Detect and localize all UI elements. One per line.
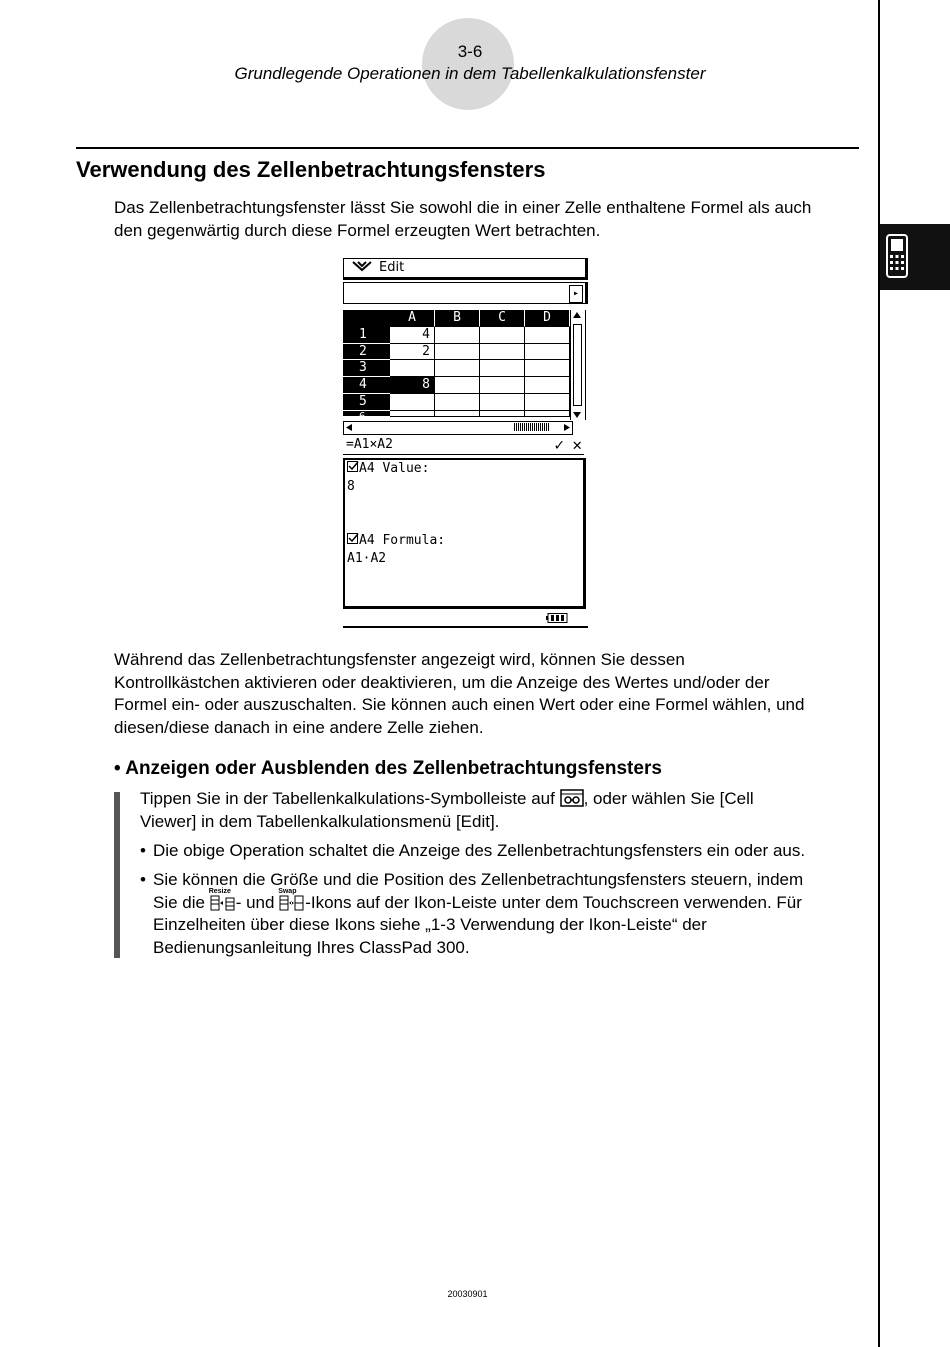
column-header-c[interactable]: C: [480, 310, 525, 327]
note-2-line-3: Einzelheiten über diese Ikons siehe „1-3 Verwendung der Ikon-Leiste“ der: [153, 915, 707, 934]
checkbox-checked-icon[interactable]: [347, 461, 359, 473]
cell-d1[interactable]: [525, 327, 570, 344]
table-row: [343, 394, 586, 411]
table-row: [343, 344, 586, 361]
cell-c1[interactable]: [480, 327, 525, 344]
instruction-text: [140, 788, 840, 833]
explanation-line-2: Kontrollkästchen aktivieren oder deaktivieren, um die Anzeige des Wertes und/oder der: [114, 672, 770, 692]
cell-b3[interactable]: [435, 360, 480, 377]
status-bar: [343, 610, 588, 628]
table-row: [343, 377, 586, 394]
note-2-line-4: Bedienungsanleitung Ihres ClassPad 300.: [153, 937, 470, 957]
note-2-part-2c: -Ikons auf der Ikon-Leiste unter dem Touchscreen verwenden. Für: [305, 892, 802, 912]
cell-b1[interactable]: [435, 327, 480, 344]
checkbox-checked-icon[interactable]: [347, 533, 359, 545]
intro-line-2: den gegenwärtig durch diese Formel erzeugten Wert betrachten.: [114, 220, 601, 240]
scroll-up-icon[interactable]: [572, 311, 582, 319]
note-2-part-2a: Sie die: [153, 892, 210, 912]
cell-c5[interactable]: [480, 394, 525, 411]
cell-d5[interactable]: [525, 394, 570, 411]
explanation-line-1: Während das Zellenbetrachtungsfenster angezeigt wird, können Sie dessen: [114, 650, 685, 669]
vertical-scrollbar[interactable]: [570, 310, 586, 420]
calculator-icon: [886, 234, 908, 278]
cell-d3[interactable]: [525, 360, 570, 377]
value-checkbox-row[interactable]: [347, 460, 429, 478]
column-header-row: [343, 310, 586, 327]
viewer-value[interactable]: 8: [347, 479, 355, 494]
vertical-scroll-thumb[interactable]: [573, 324, 582, 406]
entry-scroll-right-icon[interactable]: ▸: [569, 285, 583, 303]
intro-line-1: Das Zellenbetrachtungsfenster lässt Sie sowohl die in einer Zelle enthaltene Formel als auch: [114, 198, 812, 217]
explanation-line-4: diesen/diese danach in eine andere Zelle ziehen.: [114, 717, 484, 737]
scroll-down-icon[interactable]: [572, 411, 582, 419]
chapter-tab: [880, 224, 950, 290]
entry-line[interactable]: [343, 282, 588, 304]
note-1-text: Die obige Operation schaltet die Anzeige des Zellenbetrachtungsfensters ein oder aus.: [153, 841, 806, 860]
cancel-x-icon[interactable]: ✕: [572, 435, 582, 454]
menu-edit[interactable]: Edit: [379, 260, 405, 275]
row-header[interactable]: 2: [343, 344, 390, 361]
corner-cell[interactable]: [343, 310, 390, 327]
section-title: Verwendung des Zellenbetrachtungsfensters: [76, 157, 546, 182]
column-header-b[interactable]: B: [435, 310, 480, 327]
note-bullet: •: [140, 870, 146, 889]
note-bullet: •: [140, 841, 146, 860]
cell-c6[interactable]: [480, 411, 525, 417]
cell-viewer-window: [343, 458, 586, 609]
page-edge-rule: [878, 0, 880, 1347]
column-header-d[interactable]: D: [525, 310, 570, 327]
cell-d6[interactable]: [525, 411, 570, 417]
cell-b2[interactable]: [435, 344, 480, 361]
viewer-formula[interactable]: A1·A2: [347, 551, 387, 566]
swap-icon-group: [278, 887, 305, 915]
swap-caption: Swap: [278, 887, 297, 895]
page-subtitle: Grundlegende Operationen in dem Tabellenkalkulationsfenster: [234, 64, 706, 83]
note-2-part-2b: - und: [235, 892, 280, 912]
section-rule: [76, 147, 859, 149]
cell-a1[interactable]: 4: [390, 327, 435, 344]
table-row: [343, 409, 586, 423]
cell-d4[interactable]: [525, 377, 570, 394]
value-label: A4 Value:: [359, 461, 430, 476]
cell-c3[interactable]: [480, 360, 525, 377]
cell-b6[interactable]: [435, 411, 480, 417]
horizontal-scrollbar[interactable]: [343, 421, 573, 435]
resize-caption: Resize: [208, 887, 231, 895]
row-header[interactable]: 1: [343, 327, 390, 344]
battery-icon: [546, 613, 568, 623]
scroll-right-icon[interactable]: [563, 423, 571, 432]
cell-b5[interactable]: [435, 394, 480, 411]
cell-a5[interactable]: [390, 394, 435, 411]
subsection-heading: • Anzeigen oder Ausblenden des Zellenbetrachtungsfensters: [114, 758, 662, 779]
table-row: [343, 327, 586, 344]
cell-b4[interactable]: [435, 377, 480, 394]
instruction-side-bar: [114, 792, 120, 958]
cell-c4[interactable]: [480, 377, 525, 394]
instruction-part-1: Tippen Sie in der Tabellenkalkulations-Symbolleiste auf: [140, 789, 560, 808]
resize-icon-group: [208, 887, 236, 915]
note-2-line-1: Sie können die Größe und die Position des Zellenbetrachtungsfensters steuern, indem: [153, 870, 804, 889]
intro-paragraph: [114, 197, 864, 242]
table-row: [343, 360, 586, 377]
column-header-a[interactable]: A: [390, 310, 435, 327]
menu-bar: [343, 258, 588, 280]
calculator-screen: [343, 258, 588, 630]
horizontal-scroll-thumb[interactable]: [514, 423, 550, 431]
formula-bar[interactable]: [343, 436, 584, 455]
instruction-part-2: , oder wählen Sie [Cell: [583, 789, 754, 808]
row-header[interactable]: 4: [343, 377, 390, 394]
cell-a6[interactable]: [390, 411, 435, 417]
spreadsheet-grid: [343, 310, 586, 423]
cell-a4-selected[interactable]: 8: [390, 377, 435, 394]
footer-code: 20030901: [447, 1289, 488, 1299]
cell-c2[interactable]: [480, 344, 525, 361]
explanation-paragraph: [114, 649, 864, 739]
formula-checkbox-row[interactable]: [347, 532, 445, 550]
formula-text: =A1×A2: [346, 437, 393, 452]
row-header[interactable]: 3: [343, 360, 390, 377]
row-header[interactable]: 5: [343, 394, 390, 411]
scroll-left-icon[interactable]: [345, 423, 353, 432]
row-header[interactable]: 6: [343, 411, 390, 417]
cell-a3[interactable]: [390, 360, 435, 377]
cell-d2[interactable]: [525, 344, 570, 361]
cell-viewer-icon: [560, 789, 584, 807]
page-number: 3-6: [457, 42, 483, 61]
formula-label: A4 Formula:: [359, 533, 446, 548]
checkmark-icon[interactable]: ✓: [554, 435, 564, 454]
menu-chevron-icon[interactable]: [352, 260, 372, 276]
cell-a2[interactable]: 2: [390, 344, 435, 361]
instruction-line-2: Viewer] in dem Tabellenkalkulationsmenü [Edit].: [140, 811, 500, 831]
explanation-line-3: Formel ein- oder auszuschalten. Sie können auch einen Wert oder eine Formel wählen, und: [114, 695, 805, 714]
